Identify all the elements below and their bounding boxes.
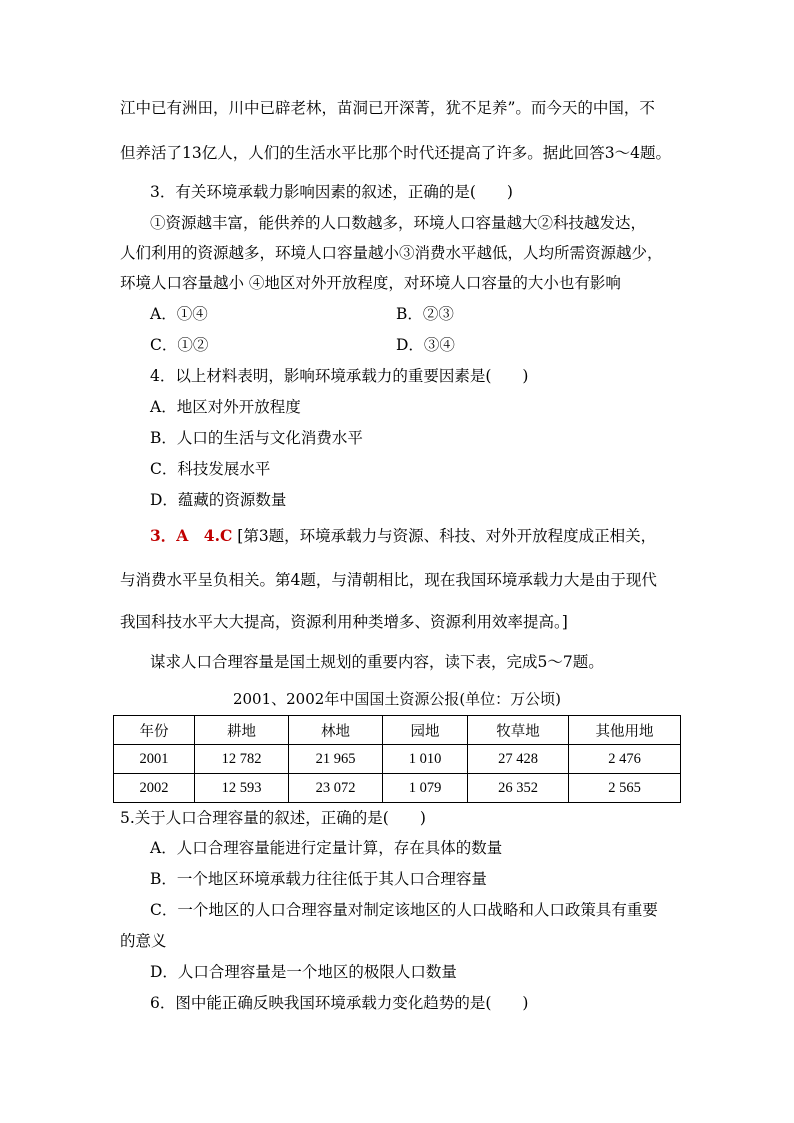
text-line: 但养活了13亿人，人们的生活水平比那个时代还提高了许多。据此回答3～4题。: [120, 144, 671, 162]
option-b: B．一个地区环境承载力往往低于其人口合理容量: [150, 870, 487, 888]
table-cell: 26 352: [468, 774, 569, 803]
header-pasture: 牧草地: [468, 716, 569, 745]
table-cell: 2001: [114, 745, 195, 774]
option-a: A．地区对外开放程度: [150, 398, 301, 416]
option-d: D．人口合理容量是一个地区的极限人口数量: [150, 963, 457, 981]
question-5: 5.关于人口合理容量的叙述，正确的是( ): [120, 809, 426, 827]
option-c-cont: 的意义: [120, 932, 167, 950]
option-b: B．人口的生活与文化消费水平: [150, 429, 363, 447]
answer-explanation: 我国科技水平大大提高，资源利用种类增多、资源利用效率提高。]: [120, 613, 568, 631]
header-other: 其他用地: [569, 716, 681, 745]
answer-explanation: [第3题，环境承载力与资源、科技、对外开放程度成正相关，: [232, 527, 657, 545]
table-cell: 27 428: [468, 745, 569, 774]
header-garden: 园地: [383, 716, 468, 745]
option-d: D．③④: [396, 336, 455, 354]
header-forest: 林地: [289, 716, 383, 745]
question-6: 6．图中能正确反映我国环境承载力变化趋势的是( ): [150, 994, 529, 1012]
text-line: 江中已有洲田，川中已辟老林，苗洞已开深菁，犹不足养”。而今天的中国，不: [120, 99, 655, 117]
question-3-statement: 人们利用的资源越多，环境人口容量越小③消费水平越低，人均所需资源越少，: [120, 244, 663, 262]
table-cell: 2 565: [569, 774, 681, 803]
option-a: A．人口合理容量能进行定量计算，存在具体的数量: [150, 839, 503, 857]
table-cell: 23 072: [289, 774, 383, 803]
land-resource-table: [113, 715, 681, 803]
option-b: B．②③: [396, 305, 454, 323]
table-cell: 12 782: [195, 745, 289, 774]
table-row: [114, 745, 681, 774]
option-c: C．①②: [150, 336, 209, 354]
header-farmland: 耕地: [195, 716, 289, 745]
header-year: 年份: [114, 716, 195, 745]
option-a: A．①④: [150, 305, 208, 323]
option-d: D．蕴藏的资源数量: [150, 491, 287, 509]
table-cell: 2002: [114, 774, 195, 803]
table-cell: 1 010: [383, 745, 468, 774]
question-4: 4．以上材料表明，影响环境承载力的重要因素是( ): [150, 367, 529, 385]
option-c: C．一个地区的人口合理容量对制定该地区的人口战略和人口政策具有重要: [150, 901, 658, 919]
question-3-statement: 环境人口容量越小 ④地区对外开放程度，对环境人口容量的大小也有影响: [120, 274, 621, 292]
table-cell: 21 965: [289, 745, 383, 774]
answer-key: 3．A 4.C: [150, 526, 233, 545]
table-cell: 2 476: [569, 745, 681, 774]
table-row: [114, 774, 681, 803]
answer-line: [150, 526, 656, 546]
question-3: 3．有关环境承载力影响因素的叙述，正确的是( ): [150, 183, 513, 201]
option-c: C．科技发展水平: [150, 460, 271, 478]
table-header-row: [114, 716, 681, 745]
table-cell: 12 593: [195, 774, 289, 803]
table-caption: 2001、2002年中国国土资源公报(单位：万公顷): [232, 690, 562, 708]
table-cell: 1 079: [383, 774, 468, 803]
question-3-statement: ①资源越丰富，能供养的人口数越多，环境人口容量越大②科技越发达，: [150, 214, 647, 232]
section-intro: 谋求人口合理容量是国土规划的重要内容，读下表，完成5～7题。: [150, 653, 604, 671]
answer-explanation: 与消费水平呈负相关。第4题，与清朝相比，现在我国环境承载力大是由于现代: [120, 571, 657, 589]
